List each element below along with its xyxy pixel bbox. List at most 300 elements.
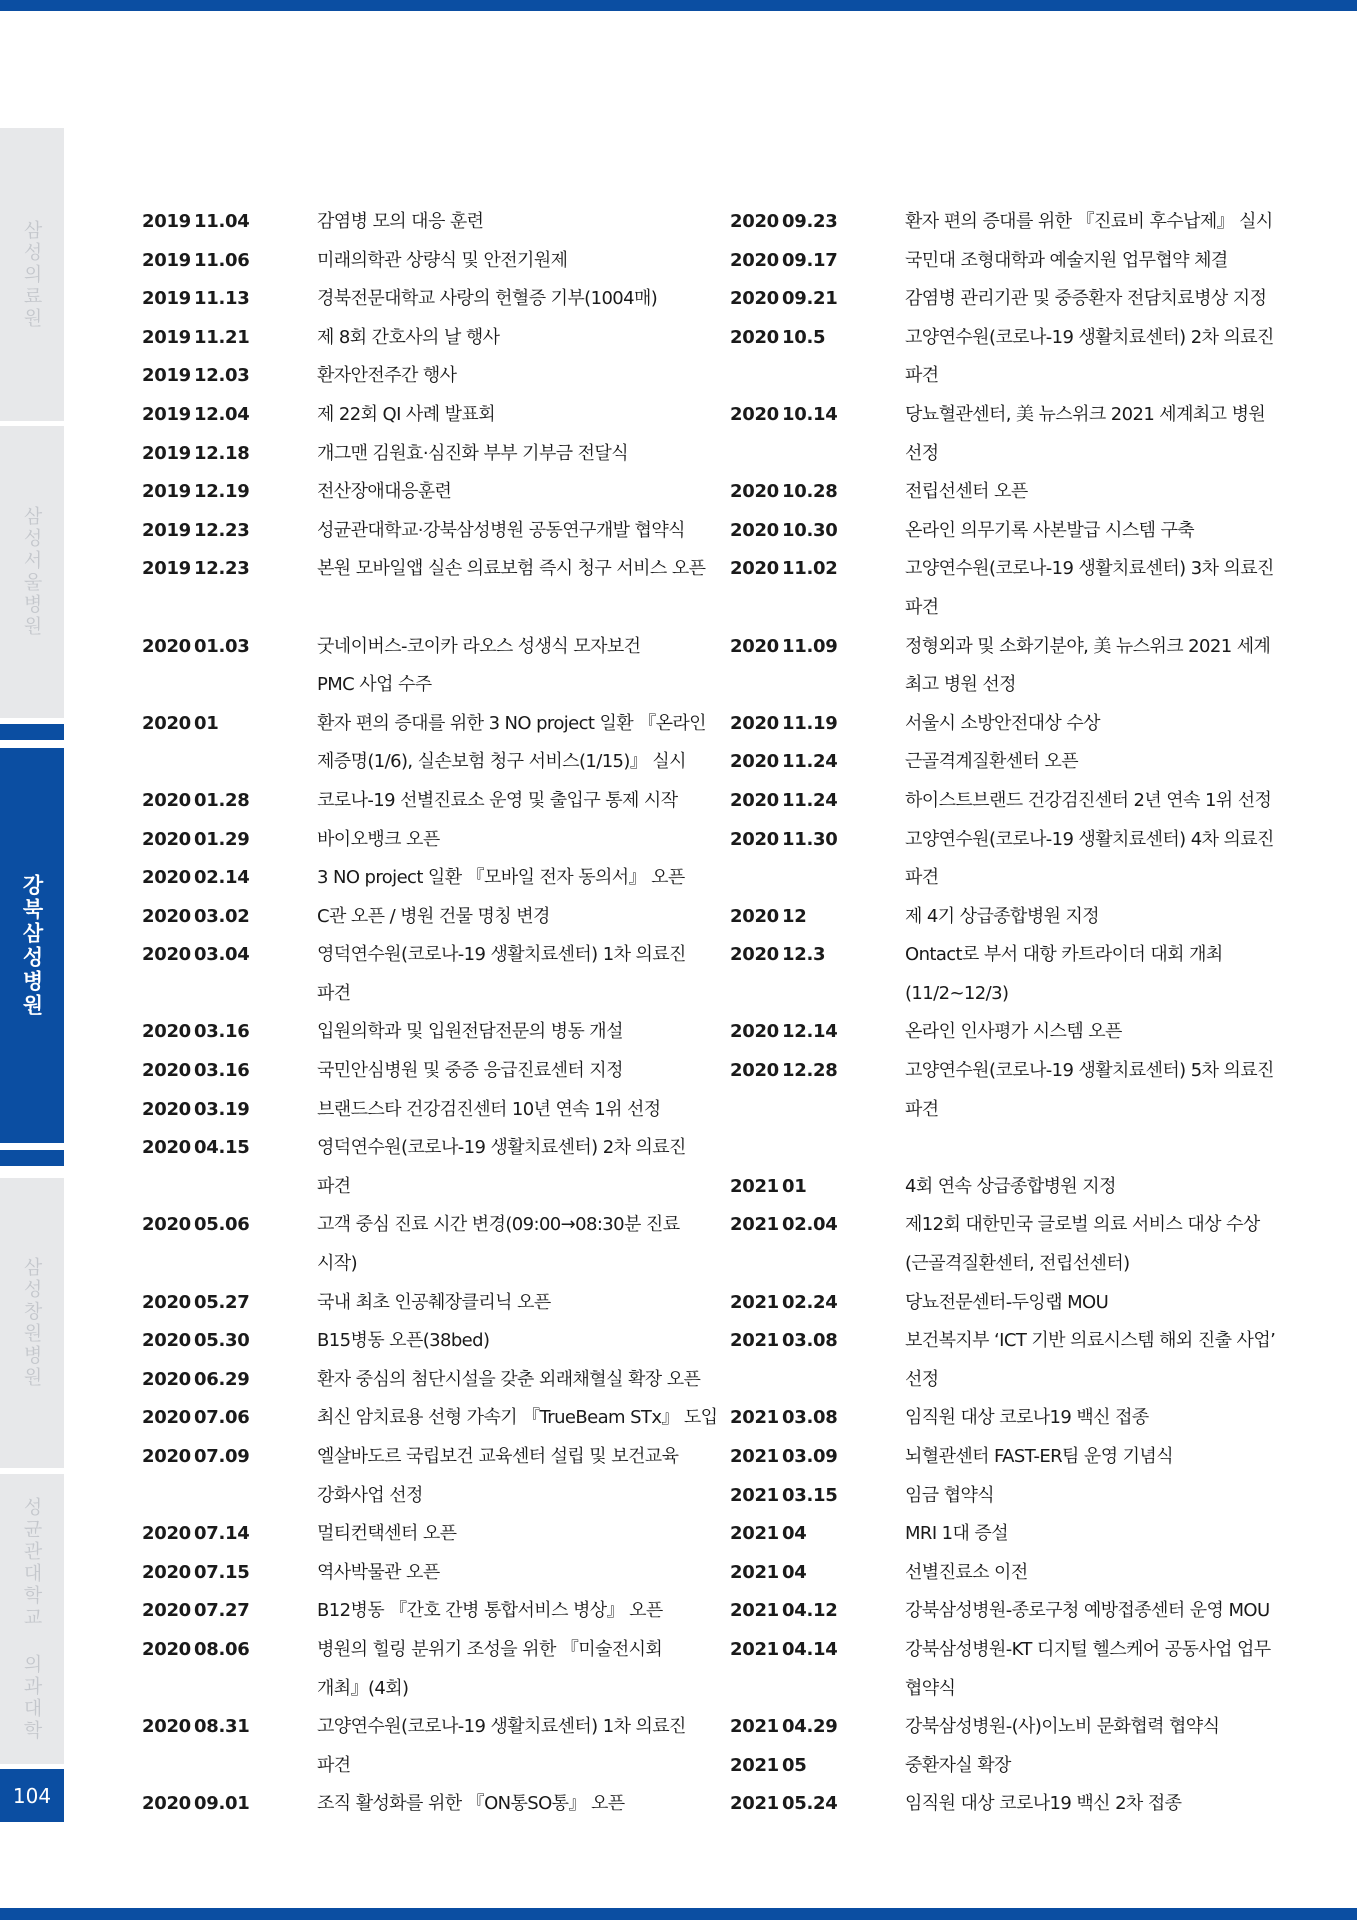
entry-event (905, 782, 1290, 821)
entry-year: 2020 (142, 905, 191, 927)
entry-event (317, 396, 702, 435)
entry-event (317, 628, 702, 705)
entry-event (905, 319, 1290, 396)
timeline-entry (730, 1785, 1290, 1824)
entry-date (730, 242, 905, 281)
sidebar-tab-kangbuk-samsung-hospital[interactable] (0, 748, 64, 1143)
entry-date (142, 435, 317, 474)
sidebar-tab-samsung-medical-center[interactable] (0, 128, 64, 421)
entry-year: 2020 (142, 1446, 191, 1467)
entry-month-day: 02.14 (194, 867, 250, 889)
entry-month-day: 07.14 (194, 1523, 250, 1545)
entry-date (730, 1013, 905, 1052)
entry-month-day: 01.03 (194, 635, 250, 657)
entry-month-day: 09.01 (194, 1793, 250, 1815)
entry-month-day: 07.06 (194, 1407, 250, 1429)
entry-date (142, 473, 317, 512)
timeline-entry (730, 821, 1290, 898)
entry-event (317, 936, 702, 1013)
entry-event-line: 환자 중심의 첨단시설을 갖춘 외래채혈실 확장 오픈 (317, 1368, 701, 1390)
entry-year: 2021 (730, 1446, 779, 1467)
entry-event (905, 898, 1290, 937)
entry-year: 2020 (142, 1523, 191, 1545)
entry-year: 2020 (142, 1716, 191, 1738)
entry-year: 2020 (142, 1060, 191, 1082)
entry-event-line: 제 8회 간호사의 날 행사 (317, 326, 500, 348)
entry-date (142, 1206, 317, 1283)
entry-event-line: 경북전문대학교 사랑의 헌혈증 기부(1004매) (317, 288, 658, 310)
timeline-entry (142, 357, 702, 396)
entry-year: 2020 (142, 1021, 191, 1043)
timeline-entry (730, 743, 1290, 782)
entry-date (142, 1052, 317, 1091)
entry-event-line: 환자 편의 증대를 위한 3 NO project 일환 『온라인 (317, 712, 706, 734)
entry-month-day: 08.06 (194, 1638, 250, 1660)
entry-date (142, 1631, 317, 1708)
entry-year: 2020 (730, 828, 779, 850)
entry-date (730, 1322, 905, 1399)
entry-event (317, 859, 702, 898)
entry-date (142, 1438, 317, 1515)
entry-event (317, 1554, 702, 1593)
timeline-entry (730, 1592, 1290, 1631)
entry-month-day: 03.02 (194, 905, 250, 927)
entry-year: 2021 (730, 1330, 779, 1352)
entry-year: 2020 (730, 905, 779, 927)
timeline-entry (730, 1554, 1290, 1593)
entry-event-line: 멀티컨택센터 오픈 (317, 1523, 457, 1545)
entry-date (730, 473, 905, 512)
entry-date (730, 1284, 905, 1323)
entry-event (905, 1438, 1290, 1477)
entry-event-line: 국민대 조형대학과 예술지원 업무협약 체결 (905, 249, 1228, 271)
entry-event-line: 국민안심병원 및 중증 응급진료센터 지정 (317, 1060, 623, 1082)
entry-event (317, 1052, 702, 1091)
entry-event-line: 파견 (317, 1754, 351, 1776)
entry-date (142, 628, 317, 705)
entry-event (905, 203, 1290, 242)
entry-year: 2020 (730, 288, 779, 310)
entry-event (905, 743, 1290, 782)
entry-year: 2021 (730, 1561, 779, 1583)
entry-year: 2019 (142, 365, 191, 387)
entry-event (317, 473, 702, 512)
entry-event-line: 고양연수원(코로나-19 생활치료센터) 3차 의료진 (905, 558, 1274, 580)
entry-event-line: 입원의학과 및 입원전담전문의 병동 개설 (317, 1021, 623, 1043)
entry-event (317, 550, 705, 589)
entry-date (142, 319, 317, 358)
entry-year: 2019 (142, 442, 191, 464)
entry-event-line: 3 NO project 일환 『모바일 전자 동의서』 오픈 (317, 867, 685, 889)
entry-event-line: 개그맨 김원효·심진화 부부 기부금 전달식 (317, 442, 629, 464)
entry-event-line: 온라인 의무기록 사본발급 시스템 구축 (905, 519, 1195, 541)
entry-month-day: 12 (782, 905, 807, 927)
entry-date (142, 1361, 317, 1400)
year-gap (142, 589, 702, 628)
entry-event (905, 1206, 1290, 1283)
timeline-entry (730, 782, 1290, 821)
entry-event-line: 개최』(4회) (317, 1677, 409, 1699)
entry-month-day: 12.03 (194, 365, 250, 387)
entry-year: 2020 (142, 1561, 191, 1583)
entry-date (142, 782, 317, 821)
entry-event-line: 강북삼성병원-(사)이노비 문화협력 협약식 (905, 1716, 1220, 1738)
entry-month-day: 11.02 (782, 558, 838, 580)
timeline-entry (730, 1206, 1290, 1283)
entry-month-day: 05 (782, 1754, 807, 1776)
timeline-entry (730, 203, 1290, 242)
entry-month-day: 05.27 (194, 1291, 250, 1313)
entry-event-line: B15병동 오픈(38bed) (317, 1330, 490, 1352)
entry-event-line: 정형외과 및 소화기분야, 美 뉴스위크 2021 세계 (905, 635, 1271, 657)
entry-event (905, 936, 1290, 1013)
entry-event-line: 고양연수원(코로나-19 생활치료센터) 5차 의료진 (905, 1060, 1274, 1082)
timeline-entry (730, 1013, 1290, 1052)
entry-month-day: 03.08 (782, 1407, 838, 1429)
entry-event (317, 1091, 702, 1130)
entry-year: 2020 (142, 635, 191, 657)
timeline-entry (142, 1785, 702, 1824)
entry-event (317, 1708, 702, 1785)
entry-month-day: 11.24 (782, 789, 838, 811)
entry-month-day: 08.31 (194, 1716, 250, 1738)
entry-event-line: 바이오뱅크 오픈 (317, 828, 440, 850)
timeline-entry (730, 1284, 1290, 1323)
entry-event-line: 강북삼성병원-KT 디지털 헬스케어 공동사업 업무 (905, 1638, 1271, 1660)
timeline-entry (142, 628, 702, 705)
entry-event-line: 고양연수원(코로나-19 생활치료센터) 1차 의료진 (317, 1716, 686, 1738)
entry-month-day: 02.04 (782, 1214, 838, 1236)
entry-event-line: C관 오픈 / 병원 건물 명칭 변경 (317, 905, 550, 927)
entry-event-line: 파견 (317, 982, 351, 1004)
entry-date (142, 705, 317, 782)
entry-date (142, 859, 317, 898)
entry-date (142, 396, 317, 435)
entry-month-day: 12.04 (194, 403, 250, 425)
entry-date (142, 1554, 317, 1593)
entry-year: 2020 (730, 635, 779, 657)
entry-month-day: 12.19 (194, 481, 250, 503)
entry-year: 2020 (142, 867, 191, 889)
entry-event-line: 당뇨혈관센터, 美 뉴스위크 2021 세계최고 병원 (905, 403, 1266, 425)
entry-date (142, 1399, 317, 1438)
entry-event-line: 감염병 모의 대응 훈련 (317, 211, 484, 232)
entry-month-day: 01.29 (194, 828, 250, 850)
sidebar-tab-label: 성균관대학교 의과대학 (20, 1496, 43, 1742)
entry-event-line: 파견 (905, 365, 939, 387)
entry-year: 2021 (730, 1175, 779, 1197)
entry-month-day: 12.14 (782, 1021, 838, 1043)
entry-event-line: (근골격질환센터, 전립선센터) (905, 1253, 1130, 1275)
entry-year: 2020 (142, 1291, 191, 1313)
entry-event (317, 319, 702, 358)
entry-event-line: 임직원 대상 코로나19 백신 접종 (905, 1407, 1149, 1429)
entry-date (142, 1785, 317, 1824)
entry-event-line: 미래의학관 상량식 및 안전기원제 (317, 249, 568, 271)
entry-event (905, 1747, 1290, 1786)
entry-event-line: 최고 병원 선정 (905, 674, 1016, 696)
entry-event-line: 파견 (905, 1098, 939, 1120)
entry-month-day: 10.14 (782, 403, 838, 425)
entry-date (142, 936, 317, 1013)
entry-date (730, 705, 905, 744)
entry-date (730, 396, 905, 473)
entry-date (142, 1284, 317, 1323)
entry-year: 2021 (730, 1407, 779, 1429)
sidebar-tab-skku-medicine[interactable] (0, 1474, 64, 1764)
entry-month-day: 07.27 (194, 1600, 250, 1622)
timeline-entry (142, 203, 702, 242)
entry-event (317, 435, 702, 474)
entry-event (905, 396, 1290, 473)
entry-event-line: 협약식 (905, 1677, 956, 1699)
entry-date (730, 1747, 905, 1786)
timeline-entry (730, 319, 1290, 396)
entry-date (142, 821, 317, 860)
entry-event-line: 서울시 소방안전대상 수상 (905, 712, 1100, 734)
entry-date (142, 1515, 317, 1554)
timeline-entry (142, 1091, 702, 1130)
entry-event (905, 242, 1290, 281)
entry-date (730, 1785, 905, 1824)
entry-event (905, 1168, 1290, 1207)
entry-month-day: 12.23 (194, 558, 250, 580)
entry-year: 2020 (142, 1793, 191, 1815)
timeline-entry (730, 1477, 1290, 1516)
timeline-entry (730, 473, 1290, 512)
entry-date (730, 512, 905, 551)
timeline-entry (730, 1438, 1290, 1477)
entry-month-day: 03.16 (194, 1060, 250, 1082)
entry-date (142, 1322, 317, 1361)
entry-date (730, 319, 905, 396)
entry-event-line: 파견 (905, 596, 939, 618)
entry-event (317, 821, 702, 860)
entry-year: 2019 (142, 288, 191, 310)
entry-year: 2021 (730, 1754, 779, 1776)
timeline-entry (142, 319, 702, 358)
entry-event-line: 임직원 대상 코로나19 백신 2차 접종 (905, 1793, 1182, 1815)
entry-date (730, 1554, 905, 1593)
entry-date (142, 1592, 317, 1631)
entry-event (317, 898, 702, 937)
timeline-entry (142, 1631, 702, 1708)
entry-event-line: PMC 사업 수주 (317, 674, 432, 696)
entry-month-day: 03.08 (782, 1330, 838, 1352)
timeline-entry (142, 1206, 702, 1283)
entry-year: 2019 (142, 249, 191, 271)
sidebar-tab-samsung-seoul-hospital[interactable] (0, 426, 64, 718)
entry-event-line: 브랜드스타 건강검진센터 10년 연속 1위 선정 (317, 1098, 661, 1120)
entry-year: 2020 (142, 944, 191, 966)
entry-month-day: 01 (782, 1175, 807, 1197)
timeline-entry (142, 1013, 702, 1052)
timeline-entry (142, 859, 702, 898)
entry-month-day: 12.28 (782, 1060, 838, 1082)
entry-year: 2021 (730, 1523, 779, 1545)
entry-year: 2020 (730, 1021, 779, 1043)
entry-event (317, 1284, 702, 1323)
timeline-entry (142, 782, 702, 821)
entry-event (317, 1399, 717, 1438)
entry-year: 2020 (142, 1407, 191, 1429)
entry-year: 2021 (730, 1214, 779, 1236)
entry-event-line: 영덕연수원(코로나-19 생활치료센터) 1차 의료진 (317, 944, 686, 966)
entry-year: 2020 (142, 1330, 191, 1352)
entry-event-line: 시작) (317, 1253, 357, 1275)
entry-event (317, 242, 702, 281)
entry-event (317, 203, 702, 242)
entry-event (905, 1322, 1290, 1399)
entry-month-day: 07.09 (194, 1446, 250, 1467)
timeline-entry (730, 396, 1290, 473)
entry-date (730, 898, 905, 937)
entry-event-line: 하이스트브랜드 건강검진센터 2년 연속 1위 선정 (905, 789, 1272, 811)
entry-event-line: B12병동 『간호 간병 통합서비스 병상』 오픈 (317, 1600, 663, 1622)
entry-month-day: 10.30 (782, 519, 838, 541)
entry-event (905, 628, 1290, 705)
entry-year: 2021 (730, 1638, 779, 1660)
timeline-entry (730, 242, 1290, 281)
entry-date (730, 1631, 905, 1708)
entry-event-line: 환자 편의 증대를 위한 『진료비 후수납제』 실시 (905, 211, 1273, 232)
timeline-entry (730, 512, 1290, 551)
timeline-entry (142, 1052, 702, 1091)
entry-month-day: 12.18 (194, 442, 250, 464)
entry-event (317, 280, 702, 319)
timeline-entry (142, 1322, 702, 1361)
entry-year: 2019 (142, 403, 191, 425)
entry-date (730, 1052, 905, 1129)
entry-event (905, 1631, 1290, 1708)
entry-event-line: 전립선센터 오픈 (905, 481, 1028, 503)
entry-event (317, 1206, 702, 1283)
entry-year: 2020 (142, 1137, 191, 1159)
entry-event-line: 온라인 인사평가 시스템 오픈 (905, 1021, 1122, 1043)
entry-year: 2021 (730, 1793, 779, 1815)
entry-event-line: 제12회 대한민국 글로벌 의료 서비스 대상 수상 (905, 1214, 1260, 1236)
entry-event-line: 최신 암치료용 선형 가속기 『TrueBeam STx』 도입 (317, 1407, 718, 1429)
entry-event (317, 357, 702, 396)
entry-month-day: 10.28 (782, 481, 838, 503)
sidebar-tab-label: 삼성서울병원 (20, 506, 43, 638)
timeline-entry (142, 821, 702, 860)
entry-year: 2019 (142, 326, 191, 348)
sidebar-tab-samsung-changwon-hospital[interactable] (0, 1178, 64, 1468)
entry-date (730, 1477, 905, 1516)
entry-event-line: 파견 (905, 867, 939, 889)
entry-month-day: 03.16 (194, 1021, 250, 1043)
entry-event (317, 1129, 702, 1206)
entry-date (142, 898, 317, 937)
timeline-entry (142, 473, 702, 512)
timeline-entry (730, 1631, 1290, 1708)
entry-event-line: 4회 연속 상급종합병원 지정 (905, 1175, 1116, 1197)
entry-event-line: 당뇨전문센터-두잉랩 MOU (905, 1291, 1109, 1313)
entry-event-line: 선정 (905, 1368, 939, 1390)
entry-year: 2020 (730, 519, 779, 541)
entry-year: 2019 (142, 558, 191, 580)
entry-year: 2020 (730, 249, 779, 271)
entry-date (730, 1708, 905, 1747)
entry-date (142, 1013, 317, 1052)
active-tab-stripe-bottom (0, 1150, 64, 1166)
entry-year: 2021 (730, 1716, 779, 1738)
entry-month-day: 07.15 (194, 1561, 250, 1583)
entry-year: 2020 (730, 944, 779, 966)
entry-event-line: 환자안전주간 행사 (317, 365, 457, 387)
timeline-entry (730, 936, 1290, 1013)
entry-year: 2020 (730, 403, 779, 425)
timeline-entry (142, 1361, 702, 1400)
entry-month-day: 05.30 (194, 1330, 250, 1352)
entry-event (905, 1554, 1290, 1593)
entry-month-day: 12.3 (782, 944, 826, 966)
entry-month-day: 05.06 (194, 1214, 250, 1236)
entry-date (142, 1091, 317, 1130)
entry-event (905, 1515, 1290, 1554)
entry-month-day: 11.30 (782, 828, 838, 850)
entry-event (905, 1477, 1290, 1516)
entry-event-line: 엘살바도르 국립보건 교육센터 설립 및 보건교육 (317, 1446, 679, 1467)
entry-event-line: 고양연수원(코로나-19 생활치료센터) 4차 의료진 (905, 828, 1274, 850)
entry-event-line: (11/2~12/3) (905, 982, 1009, 1004)
entry-event (905, 1284, 1290, 1323)
entry-date (730, 550, 905, 627)
timeline-entry (730, 1168, 1290, 1207)
entry-date (730, 782, 905, 821)
entry-date (730, 743, 905, 782)
sidebar-tab-label: 삼성창원병원 (20, 1257, 43, 1389)
timeline-entry (730, 898, 1290, 937)
entry-event (905, 280, 1290, 319)
entry-event-line: 제 4기 상급종합병원 지정 (905, 905, 1100, 927)
entry-event (905, 1592, 1290, 1631)
entry-year: 2021 (730, 1600, 779, 1622)
timeline-entry (142, 396, 702, 435)
timeline-entry (142, 936, 702, 1013)
entry-year: 2020 (730, 751, 779, 773)
timeline-entry (730, 550, 1290, 627)
entry-event-line: 전산장애대응훈련 (317, 481, 452, 503)
entry-month-day: 01 (194, 712, 219, 734)
timeline-entry (142, 1708, 702, 1785)
entry-event (317, 1631, 702, 1708)
entry-event-line: 고양연수원(코로나-19 생활치료센터) 2차 의료진 (905, 326, 1274, 348)
entry-date (142, 242, 317, 281)
entry-year: 2020 (730, 789, 779, 811)
entry-date (142, 357, 317, 396)
entry-event-line: 굿네이버스-코이카 라오스 성생식 모자보건 (317, 635, 641, 657)
timeline-entry (142, 242, 702, 281)
entry-date (142, 1129, 317, 1206)
entry-month-day: 04.12 (782, 1600, 838, 1622)
entry-month-day: 06.29 (194, 1368, 250, 1390)
entry-date (730, 628, 905, 705)
entry-year: 2021 (730, 1291, 779, 1313)
timeline-entry (730, 1399, 1290, 1438)
year-gap (730, 1129, 1290, 1168)
timeline-entry (142, 280, 702, 319)
entry-event (905, 1013, 1290, 1052)
entry-event (905, 821, 1290, 898)
entry-year: 2019 (142, 211, 191, 232)
entry-date (730, 280, 905, 319)
entry-date (730, 1168, 905, 1207)
entry-date (142, 550, 317, 589)
entry-event (905, 1052, 1290, 1129)
entry-year: 2020 (730, 211, 779, 232)
